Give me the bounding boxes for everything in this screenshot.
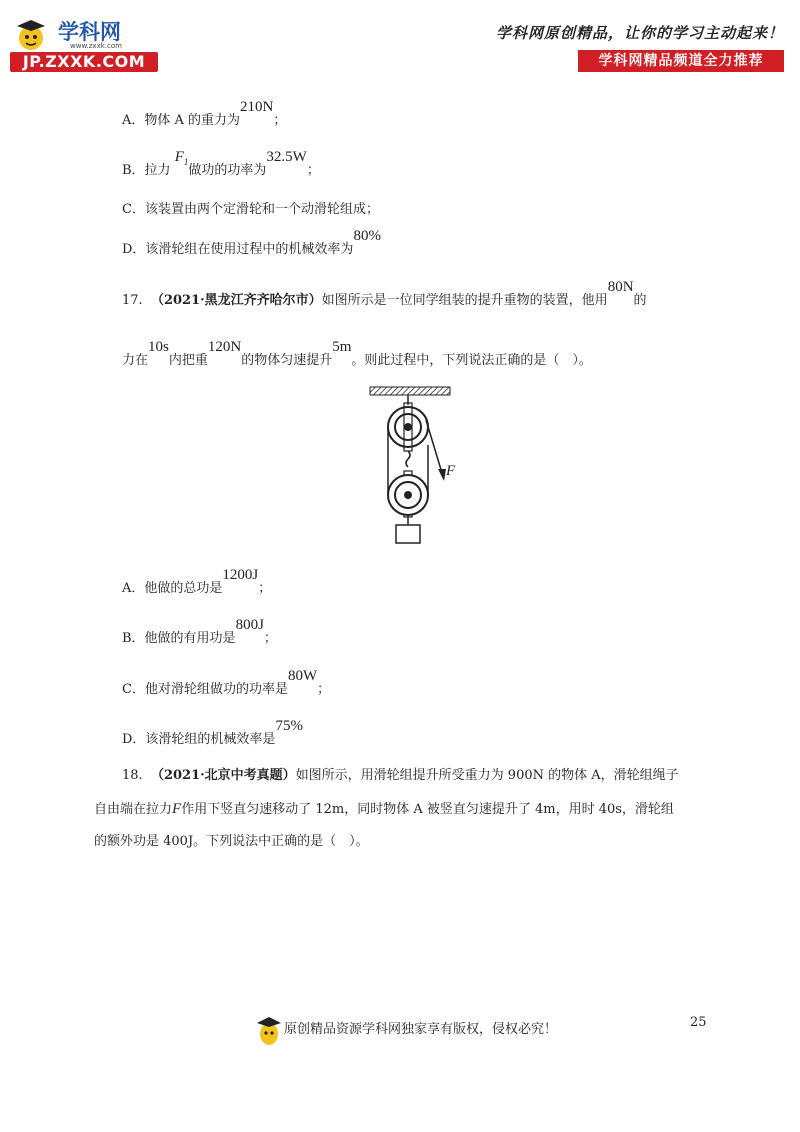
q16-option-c: C．该装置由两个定滑轮和一个动滑轮组成；: [122, 202, 379, 217]
header-banner: 学科网精品频道全力推荐: [578, 50, 784, 72]
q17-option-b: B．他做的有用功是800J；: [122, 617, 277, 646]
logo-subtitle: www.zxxk.com: [70, 42, 122, 50]
logo-url: JP.ZXXK.COM: [10, 52, 158, 72]
q17-b-value: 800J: [235, 617, 264, 633]
q17-line2: 力在10s内把重120N的物体匀速提升5m。则此过程中，下列说法正确的是（ ）。: [122, 339, 592, 368]
figure-force-label: F: [446, 463, 456, 479]
q17-force: 80N: [607, 279, 634, 295]
logo-title: 学科网: [58, 20, 121, 44]
q17-height: 5m: [332, 339, 352, 355]
q16-b-value: 32.5W: [266, 149, 307, 165]
q17-option-a: A．他做的总功是1200J；: [122, 567, 272, 596]
header-slogan: 学科网原创精品，让你的学习主动起来！: [495, 24, 784, 42]
q18-line3: 的额外功是 400J。下列说法中正确的是（ ）。: [94, 834, 369, 849]
q18-source: （2021·北京中考真题）: [150, 768, 296, 783]
footer-mascot-icon: [256, 1014, 282, 1048]
q18-line2: 自由端在拉力F作用下竖直匀速移动了 12m，同时物体 A 被竖直匀速提升了 4m，用时 40s，滑轮组: [94, 801, 674, 817]
q16-option-a: A．物体 A 的重力为210N；: [122, 99, 287, 128]
q17-weight: 120N: [207, 339, 242, 355]
q17-c-value: 80W: [287, 668, 318, 684]
q16-option-b: B．拉力 $F_1$做功的功率为32.5W；: [122, 149, 320, 178]
q16-b-symbol: $F_1$: [174, 149, 189, 167]
footer-copyright: 原创精品资源学科网独家享有版权，侵权必究！: [284, 1022, 558, 1037]
q17-option-d: D．该滑轮组的机械效率是75%: [122, 718, 303, 747]
q17-option-c: C．他对滑轮组做功的功率是80W；: [122, 668, 331, 697]
q16-a-value: 210N: [240, 99, 274, 115]
q17-source: （2021·黑龙江齐齐哈尔市）: [150, 293, 322, 308]
q17-line1: 17. （2021·黑龙江齐齐哈尔市）如图所示是一位同学组装的提升重物的装置，他用80N的: [122, 279, 647, 308]
q16-d-value: 80%: [353, 228, 381, 244]
q18-line1: 18. （2021·北京中考真题）如图所示，用滑轮组提升所受重力为 900N 的物体 A，滑轮组绳子: [122, 768, 679, 783]
q17-d-value: 75%: [275, 718, 303, 734]
mascot-icon: [14, 18, 48, 52]
q17-time: 10s: [148, 339, 169, 355]
q16-option-d: D．该滑轮组在使用过程中的机械效率为80%: [122, 228, 381, 257]
page-number: 25: [690, 1015, 707, 1030]
pulley-figure: [360, 385, 470, 550]
q17-a-value: 1200J: [222, 567, 259, 583]
